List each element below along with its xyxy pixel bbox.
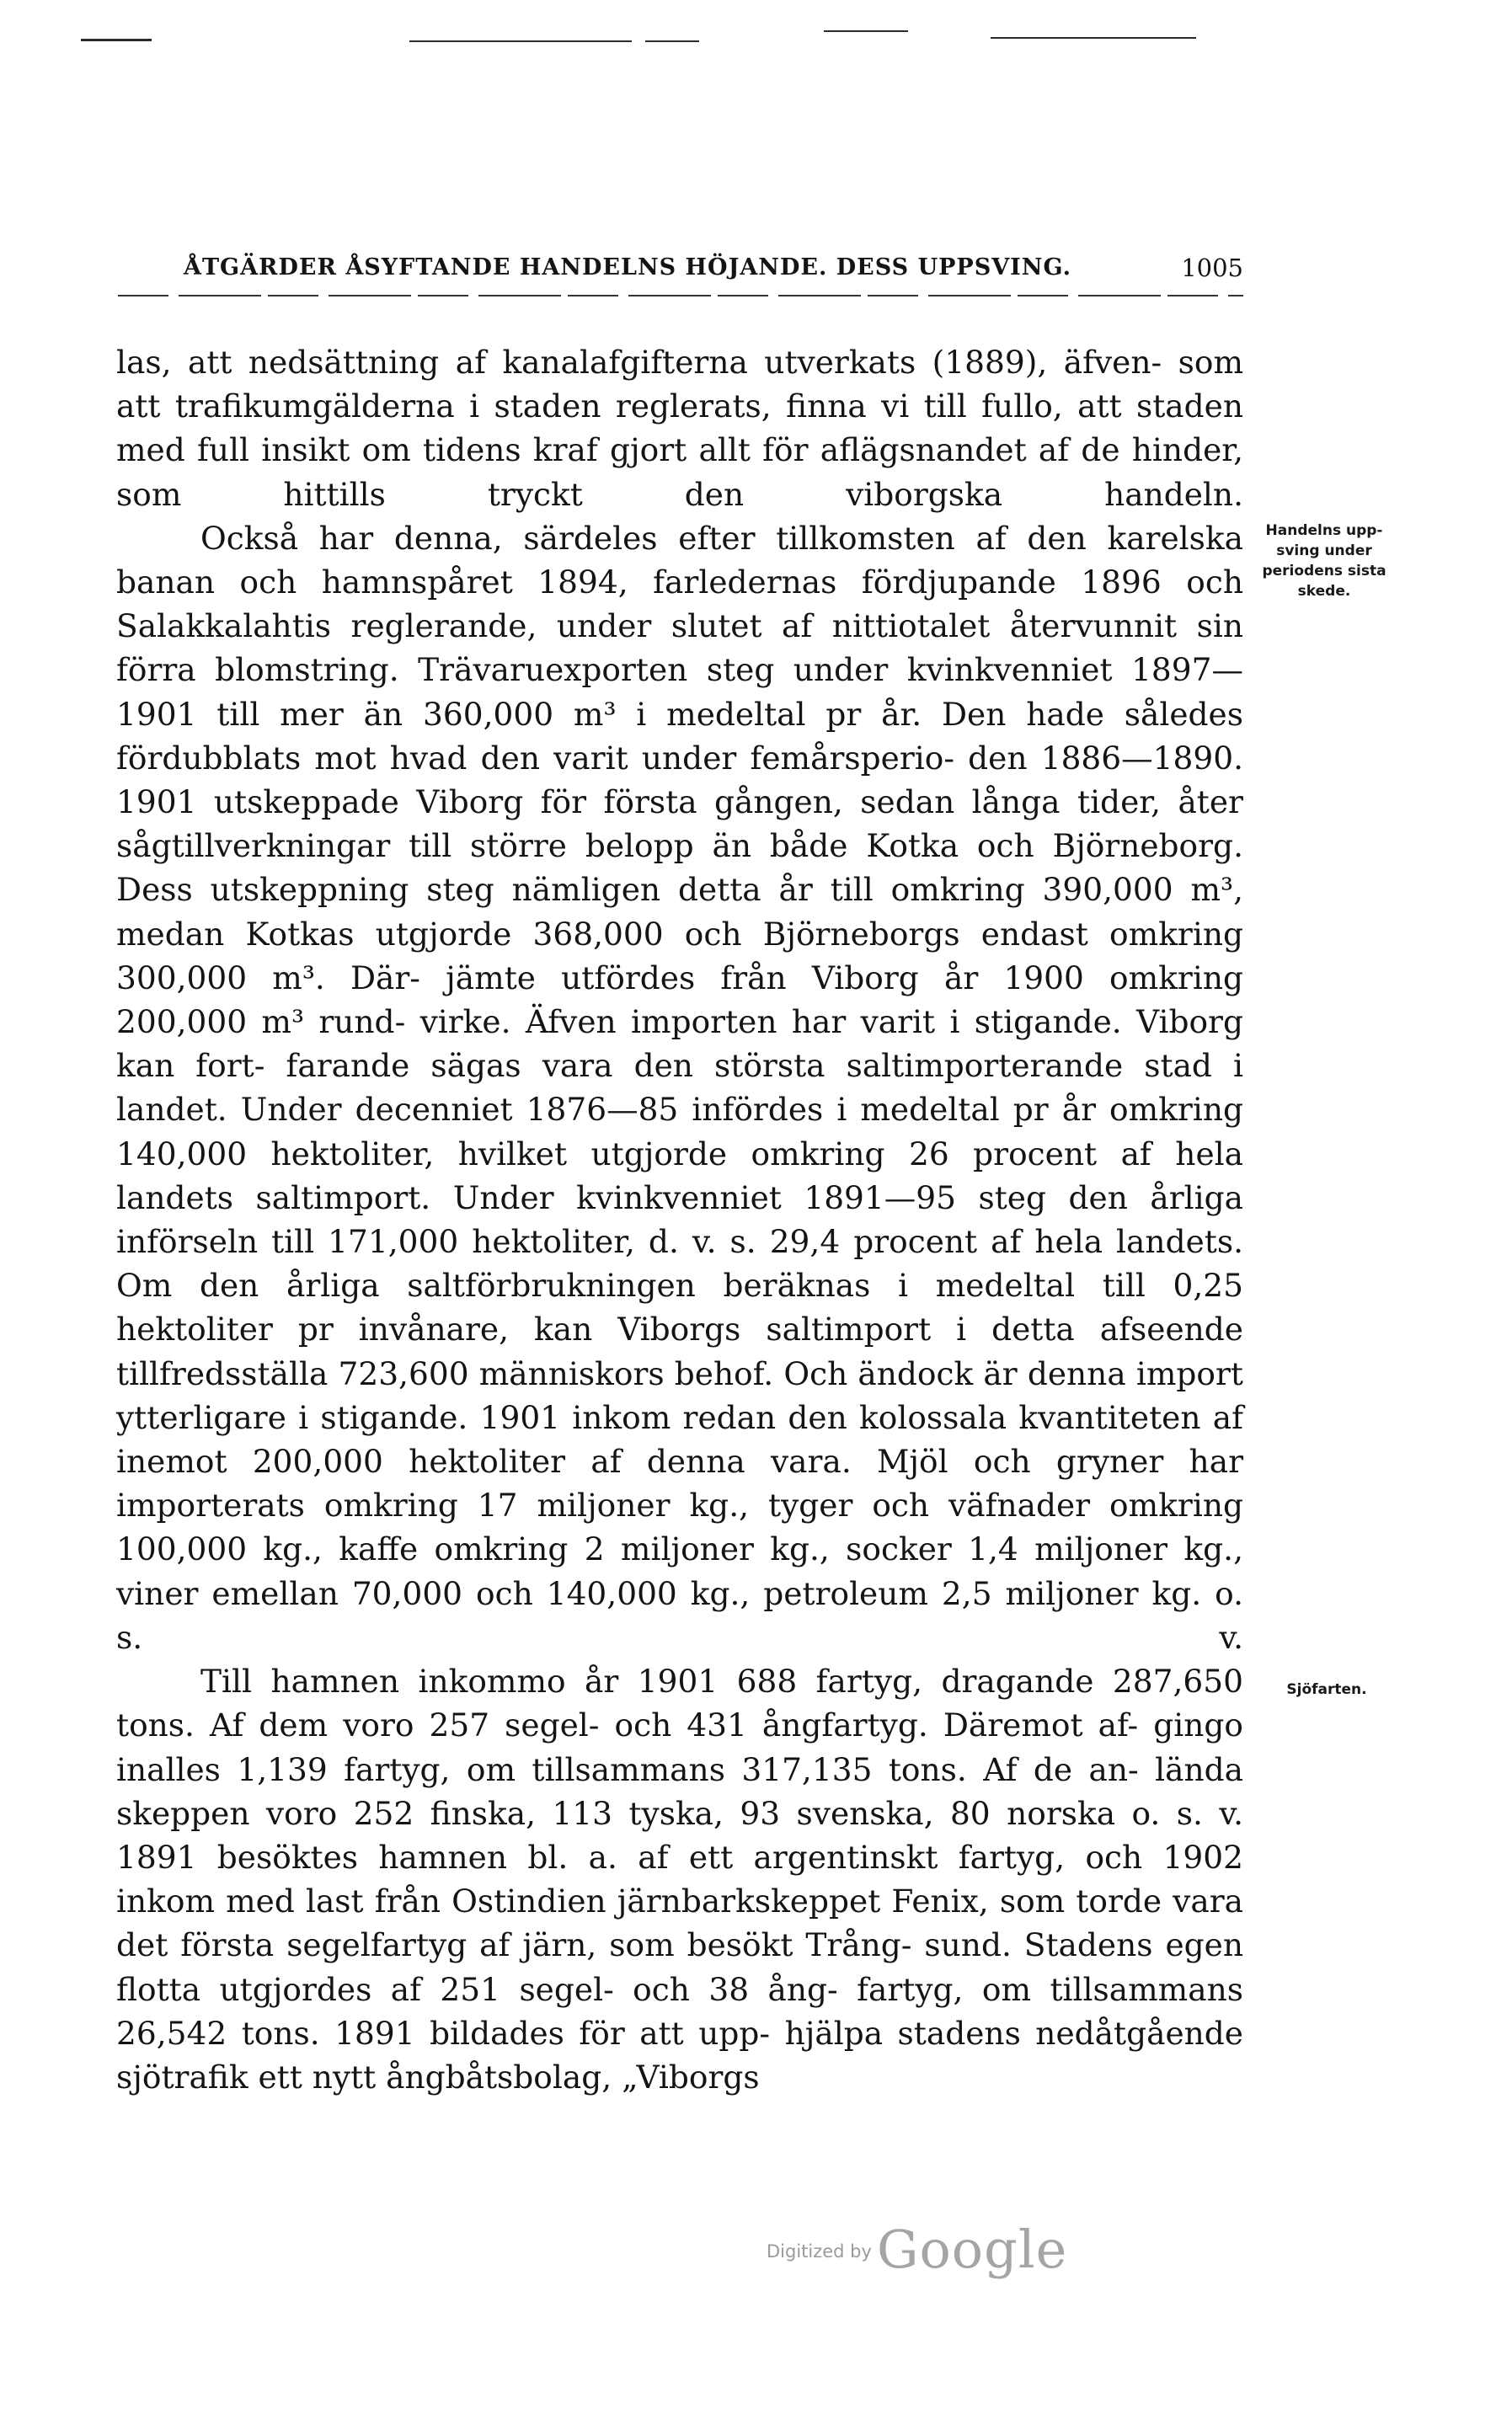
scan-artifact-line	[991, 37, 1196, 39]
watermark-digitized-by: Digitized by	[767, 2241, 872, 2262]
scan-artifact-line	[645, 40, 699, 42]
paragraph-2: Också har denna, särdeles efter tillkomsten af den karelska banan och hamnspåret 1894, farledernas fördjupande 1896 och Salakkalahtis reglerande, under slutet af nittiotalet återvunnit sin förra blomstring. Trävaruexporten steg under kvinkvenniet 1897—1901 till mer än 360,000 m³ i medeltal pr år. Den hade således fördubblats mot hvad den varit under femårsperio- den 1886—1890. 1901 utskeppade Viborg för första gången, sedan långa tider, åter sågtillverkningar till större belopp än både Kotka och Björneborg. Dess utskeppning steg nämligen detta år till omkring 390,000 m³, medan Kotkas utgjorde 368,000 och Björneborgs endast omkring 300,000 m³. Där- jämte utfördes från Viborg år 1900 omkring 200,000 m³ rund- virke. Äfven importen har varit i stigande. Viborg kan fort- farande sägas vara den största saltimporterande stad i landet. Under decenniet 1876—85 infördes i medeltal pr år omkring 140,000 hektoliter, hvilket utgjorde omkring 26 procent af hela landets saltimport. Under kvinkvenniet 1891—95 steg den årliga införseln till 171,000 hektoliter, d. v. s. 29,4 procent af hela landets. Om den årliga saltförbrukningen beräknas i medeltal till 0,25 hektoliter pr invånare, kan Viborgs saltimport i detta afseende tillfredsställa 723,600 människors behof. Och ändock är denna import ytterligare i stigande. 1901 inkom redan den kolossala kvantiteten af inemot 200,000 hektoliter af denna vara. Mjöl och gryner har importerats omkring 17 miljoner kg., tyger och väfnader omkring 100,000 kg., kaffe omkring 2 miljoner kg., socker 1,4 miljoner kg., viner emellan 70,000 och 140,000 kg., petroleum 2,5 miljoner kg. o. s. v.	[116, 519, 1243, 1656]
scan-artifact-line	[409, 40, 632, 42]
paragraph-1: las, att nedsättning af kanalafgifterna utverkats (1889), äfven- som att trafikumgälderna i staden reglerats, finna vi till fullo, att staden med full insikt om tidens kraf gjort allt för aflägsnandet af de hinder, som hittills tryckt den viborgska handeln.	[116, 344, 1243, 513]
scan-artifact-line	[81, 39, 152, 41]
running-header	[184, 249, 1243, 286]
margin-note-sjofarten: Sjöfarten.	[1286, 1681, 1367, 1698]
paragraph-3: Till hamnen inkommo år 1901 688 fartyg, dragande 287,650 tons. Af dem voro 257 segel- och 431 ångfartyg. Däremot af- gingo inalles 1,139 fartyg, om tillsammans 317,135 tons. Af de an- lända skeppen voro 252 finska, 113 tyska, 93 svenska, 80 norska o. s. v. 1891 besöktes hamnen bl. a. af ett argentinskt fartyg, och 1902 inkom med last från Ostindien järnbarkskeppet Fenix, som torde vara det första segelfartyg af järn, som besökt Trång- sund. Stadens egen flotta utgjordes af 251 segel- och 38 ång- fartyg, om tillsammans 26,542 tons. 1891 bildades för att upp- hjälpa stadens nedåtgående sjötrafik ett nytt ångbåtsbolag, „Viborgs	[116, 1663, 1243, 2096]
header-title: ÅTGÄRDER ÅSYFTANDE HANDELNS HÖJANDE. DESS UPPSVING.	[184, 254, 1071, 280]
body-text	[116, 340, 1243, 2099]
header-rule	[118, 295, 1243, 296]
google-logo: Google	[876, 2219, 1068, 2280]
scan-artifact-line	[824, 30, 908, 32]
page-number: 1005	[1181, 254, 1243, 282]
margin-note-handelns-uppsving: Handelns upp- sving under periodens sista skede.	[1262, 522, 1386, 600]
digitized-watermark	[767, 2219, 1067, 2294]
